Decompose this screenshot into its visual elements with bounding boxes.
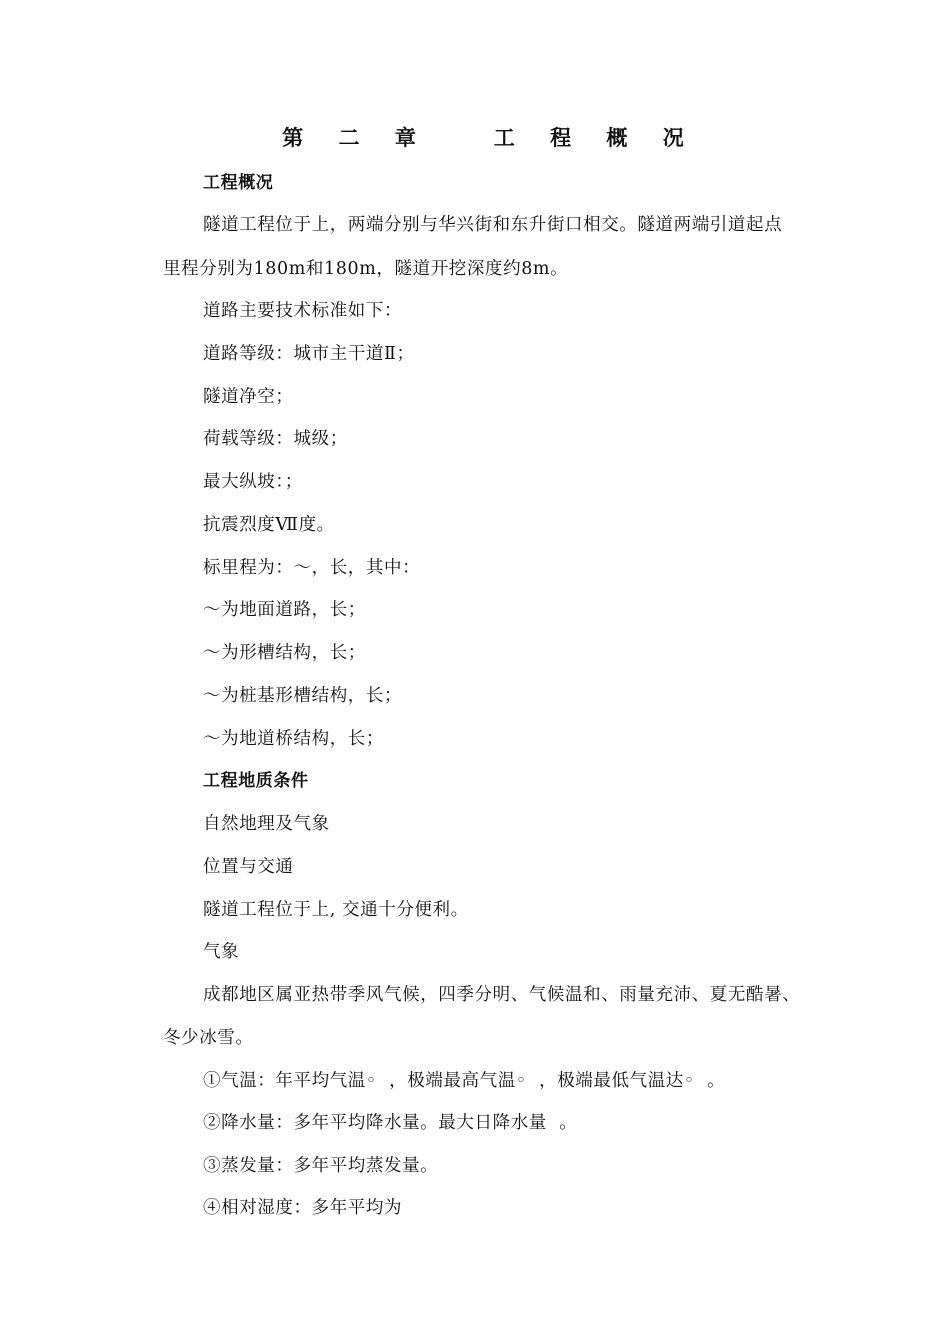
list-item: ～为地道桥结构，长； xyxy=(203,729,384,749)
list-item: ③蒸发量：多年平均蒸发量。 xyxy=(203,1156,439,1176)
paragraph-line: 冬少冰雪。 xyxy=(163,1028,254,1048)
paragraph-line: 隧道工程位于上, 交通十分便利。 xyxy=(203,900,469,920)
subheading: 自然地理及气象 xyxy=(203,814,330,834)
chapter-title: 第 二 章 工 程 概 况 xyxy=(282,126,698,150)
list-item: ①气温：年平均气温◦ ，极端最高气温◦ ，极端最低气温达◦ 。 xyxy=(203,1071,726,1091)
list-item: ②降水量：多年平均降水量。最大日降水量 。 xyxy=(203,1113,578,1133)
list-item: 最大纵坡：； xyxy=(203,472,303,492)
list-item: ④相对湿度：多年平均为 xyxy=(203,1198,403,1218)
subheading: 气象 xyxy=(203,942,240,962)
paragraph-line: 成都地区属亚热带季风气候，四季分明、气候温和、雨量充沛、夏无酷暑、 xyxy=(203,985,801,1005)
section-heading-geology: 工程地质条件 xyxy=(203,771,309,791)
subheading: 位置与交通 xyxy=(203,857,294,877)
paragraph-line: 道路主要技术标准如下： xyxy=(203,301,403,321)
paragraph-line: 隧道工程位于上，两端分别与华兴街和东升街口相交。隧道两端引道起点 xyxy=(203,215,783,235)
section-heading-overview: 工程概况 xyxy=(203,173,274,193)
list-item: ～为桩基形槽结构，长； xyxy=(203,686,403,706)
list-item: ～为形槽结构，长； xyxy=(203,643,366,663)
list-item: 荷载等级：城级； xyxy=(203,429,348,449)
list-item: 抗震烈度Ⅶ度。 xyxy=(203,515,335,535)
list-item: 道路等级：城市主干道Ⅱ； xyxy=(203,344,415,364)
paragraph-line: 标里程为：～，长，其中： xyxy=(203,558,421,578)
paragraph-line: 里程分别为180m和180m，隧道开挖深度约8m。 xyxy=(163,259,569,279)
list-item: ～为地面道路，长； xyxy=(203,600,366,620)
list-item: 隧道净空； xyxy=(203,387,294,407)
